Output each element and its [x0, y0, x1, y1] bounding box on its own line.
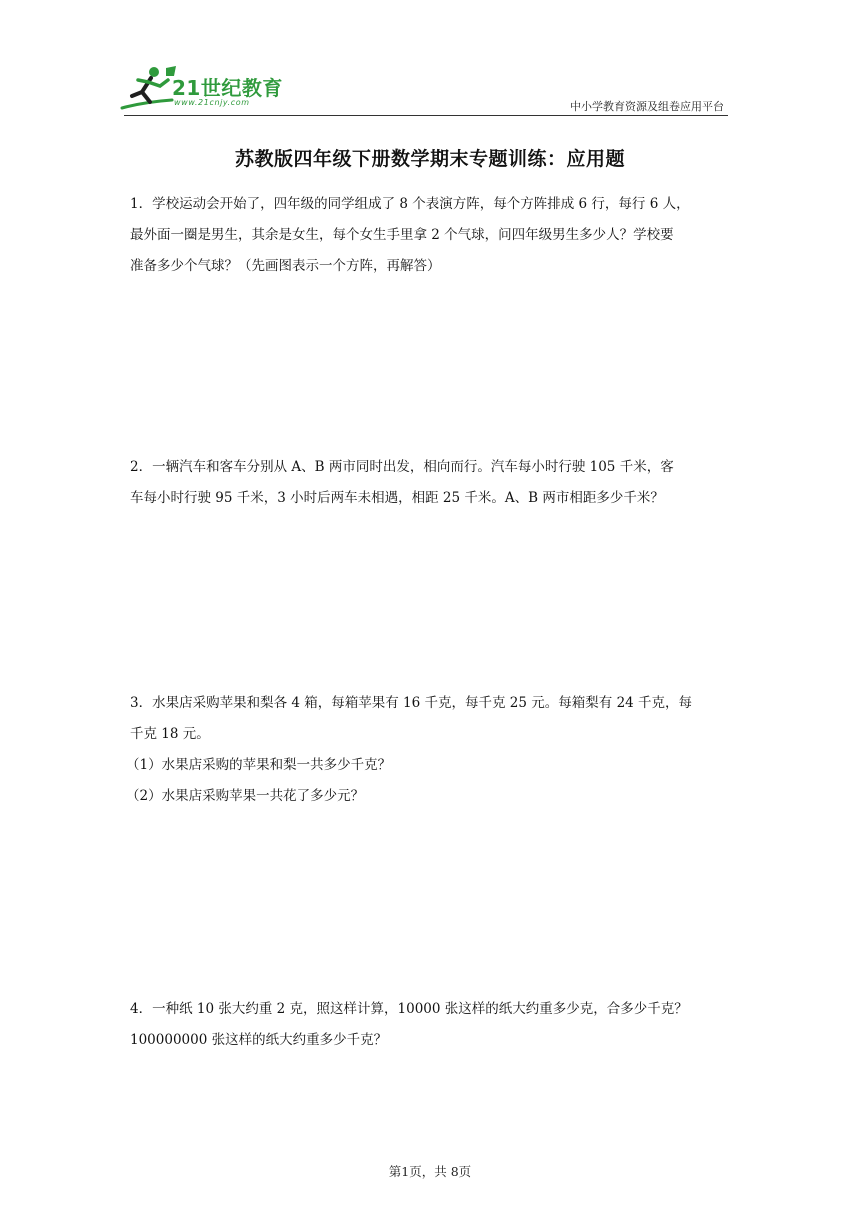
question-4 — [130, 994, 732, 1056]
question-line: 3．水果店采购苹果和梨各 4 箱，每箱苹果有 16 千克，每千克 25 元。每箱梨有 24 千克，每 — [130, 695, 693, 711]
question-line: 千克 18 元。 — [130, 726, 210, 742]
page-footer: 第1页，共 8页 — [388, 1164, 472, 1179]
page-header — [120, 62, 728, 116]
sub-question: （1）水果店采购的苹果和梨一共多少千克？ — [126, 757, 392, 773]
question-1 — [130, 189, 732, 282]
question-line: 2．一辆汽车和客车分别从 A、B 两市同时出发，相向而行。汽车每小时行驶 105 千米，客 — [130, 459, 674, 475]
runner-logo-icon — [120, 62, 180, 114]
question-3 — [126, 688, 732, 812]
page-title: 苏教版四年级下册数学期末专题训练：应用题 — [234, 148, 625, 170]
question-2 — [130, 452, 732, 514]
logo — [120, 62, 295, 114]
platform-label: 中小学教育资源及组卷应用平台 — [570, 100, 724, 113]
question-line: 100000000 张这样的纸大约重多少千克？ — [130, 1032, 388, 1048]
logo-url: www.21cnjy.com — [174, 98, 250, 107]
question-line: 准备多少个气球？（先画图表示一个方阵，再解答） — [130, 258, 441, 274]
question-line: 1．学校运动会开始了，四年级的同学组成了 8 个表演方阵，每个方阵排成 6 行，每行 6 人， — [130, 196, 690, 212]
sub-question: （2）水果店采购苹果一共花了多少元？ — [126, 788, 365, 804]
header-divider — [124, 115, 728, 116]
question-line: 最外面一圈是男生，其余是女生，每个女生手里拿 2 个气球，问四年级男生多少人？学校要 — [130, 227, 674, 243]
question-line: 车每小时行驶 95 千米，3 小时后两车未相遇，相距 25 千米。A、B 两市相距多少千米？ — [130, 490, 664, 506]
logo-text: 21世纪教育 — [172, 76, 283, 100]
question-line: 4．一种纸 10 张大约重 2 克，照这样计算，10000 张这样的纸大约重多少克，合多少千克？ — [130, 1001, 688, 1017]
